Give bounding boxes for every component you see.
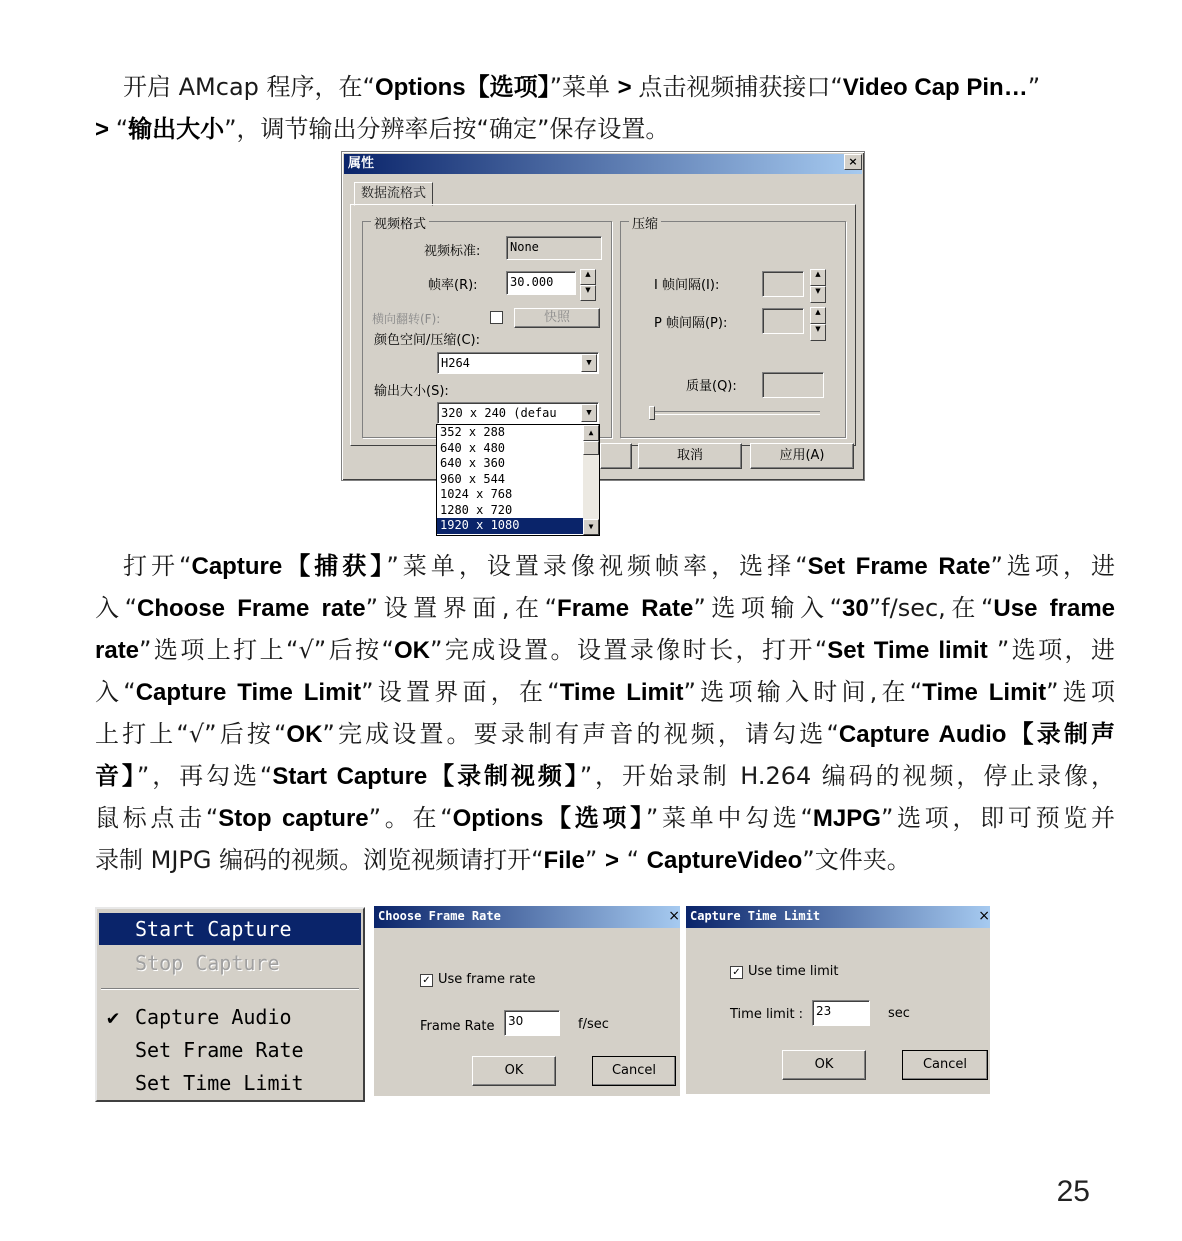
- frame-rate-dialog: [374, 906, 680, 1096]
- frame-rate-spinner[interactable]: [580, 269, 596, 301]
- output-size-options[interactable]: [436, 424, 600, 536]
- menu-item-set-frame-rate[interactable]: Set Frame Rate: [135, 1038, 304, 1062]
- video-standard-label: 视频标准:: [424, 244, 481, 259]
- ok-button[interactable]: OK: [472, 1056, 556, 1086]
- close-icon[interactable]: ×: [668, 908, 680, 924]
- p-frame-spinner[interactable]: [810, 307, 826, 341]
- quality-slider-track[interactable]: [650, 411, 820, 415]
- intro-paragraph: [95, 66, 1115, 150]
- i-frame-spinner[interactable]: [810, 269, 826, 303]
- quality-field[interactable]: [762, 372, 824, 398]
- colorspace-label: 颜色空间/压缩(C):: [374, 333, 480, 348]
- spin-down-icon[interactable]: ▼: [810, 324, 826, 341]
- menu-item-stop-capture[interactable]: Stop Capture: [135, 951, 280, 975]
- spin-up-icon[interactable]: ▲: [580, 269, 596, 285]
- menu-item-label: Capture Audio: [135, 1005, 292, 1029]
- capture-line-3: rate”选项上打上“√”后按“OK”完成设置。设置录像时长，打开“Set Time limit ”选项，进: [95, 636, 1115, 664]
- frame-rate-unit: f/sec: [578, 1017, 609, 1032]
- chevron-down-icon[interactable]: ▼: [581, 354, 597, 372]
- p-frame-label: P 帧间隔(P):: [654, 316, 728, 331]
- menu-item-capture-audio[interactable]: [99, 1001, 361, 1033]
- frame-rate-titlebar: Choose Frame Rate: [374, 906, 680, 928]
- flip-label: 横向翻转(F):: [372, 312, 441, 326]
- apply-button[interactable]: 应用(A): [750, 443, 854, 469]
- cancel-button[interactable]: Cancel: [902, 1050, 988, 1080]
- i-frame-label: I 帧间隔(I):: [654, 278, 720, 293]
- ok-button[interactable]: [600, 443, 632, 469]
- capture-menu: [95, 907, 365, 1102]
- checkmark-icon: ✔: [107, 1005, 120, 1029]
- time-limit-dialog: [686, 906, 990, 1094]
- time-limit-unit: sec: [888, 1006, 910, 1021]
- list-scrollbar[interactable]: [583, 425, 599, 535]
- time-limit-label: Time limit :: [730, 1007, 804, 1022]
- list-item[interactable]: 960 x 544: [440, 471, 506, 486]
- time-limit-titlebar: Capture Time Limit: [686, 906, 990, 928]
- capture-line-7: 鼠标点击“Stop capture”。在“Options【选项】”菜单中勾选“MJPG”选项，即可预览并: [95, 804, 1116, 832]
- scroll-down-icon[interactable]: ▼: [583, 519, 599, 535]
- capture-line-2: 入“Choose Frame rate”设置界面,在“Frame Rate”选项输入“30”f/sec,在“Use frame: [95, 594, 1116, 622]
- capture-line-5: 上打上“√”后按“OK”完成设置。要录制有声音的视频，请勾选“Capture Audio【录制声: [95, 720, 1116, 748]
- frame-rate-field[interactable]: 30.000: [506, 271, 576, 295]
- ok-button[interactable]: OK: [782, 1050, 866, 1080]
- intro-line-1: 开启 AMcap 程序，在“Options【选项】”菜单 > 点击视频捕获接口“Video Cap Pin…”: [123, 73, 1041, 101]
- capture-line-4: 入“Capture Time Limit”设置界面，在“Time Limit”选项输入时间,在“Time Limit”选项: [95, 678, 1116, 706]
- output-size-select[interactable]: 320 x 240 (defau ▼: [437, 402, 599, 424]
- cancel-button[interactable]: Cancel: [592, 1056, 676, 1086]
- p-frame-field[interactable]: [762, 308, 804, 334]
- output-size-label: 输出大小(S):: [374, 384, 449, 399]
- frame-rate-label: 帧率(R):: [428, 278, 478, 293]
- list-item[interactable]: 352 x 288: [440, 425, 506, 439]
- chevron-down-icon[interactable]: ▼: [581, 404, 597, 422]
- video-standard-field[interactable]: None: [506, 236, 602, 260]
- flip-checkbox[interactable]: [490, 311, 503, 324]
- capture-line-8: 录制 MJPG 编码的视频。浏览视频请打开“File” > “ CaptureVideo”文件夹。: [95, 846, 911, 874]
- time-limit-input[interactable]: 23: [812, 1000, 870, 1026]
- close-icon[interactable]: ×: [844, 154, 862, 170]
- cancel-button[interactable]: 取消: [638, 443, 742, 469]
- list-item[interactable]: 640 x 360: [440, 456, 506, 470]
- spin-up-icon[interactable]: ▲: [810, 307, 826, 324]
- tab-stream-format[interactable]: 数据流格式: [354, 182, 433, 206]
- compression-group-title: 压缩: [629, 213, 661, 232]
- close-icon[interactable]: ×: [978, 908, 990, 924]
- use-frame-rate-checkbox[interactable]: ✓: [420, 974, 433, 987]
- intro-line-2: > “输出大小”，调节输出分辨率后按“确定”保存设置。: [95, 115, 670, 143]
- properties-titlebar: 属性: [344, 154, 862, 174]
- capture-paragraph: [95, 545, 1115, 881]
- frame-rate-input[interactable]: 30: [504, 1010, 560, 1036]
- colorspace-select[interactable]: H264 ▼: [437, 352, 599, 374]
- page-number: 25: [1056, 1175, 1090, 1208]
- i-frame-field[interactable]: [762, 271, 804, 297]
- capture-line-1: 打开“Capture【捕获】”菜单，设置录像视频帧率，选择“Set Frame Rate”选项，进: [123, 552, 1115, 580]
- menu-item-set-time-limit[interactable]: Set Time Limit: [135, 1071, 304, 1095]
- quality-label: 质量(Q):: [686, 379, 737, 394]
- scroll-thumb[interactable]: [583, 441, 599, 455]
- spin-down-icon[interactable]: ▼: [810, 286, 826, 303]
- frame-rate-label: Frame Rate: [420, 1019, 495, 1034]
- capture-line-6: 音】”，再勾选“Start Capture【录制视频】”，开始录制 H.264 编码的视频，停止录像，: [95, 762, 1115, 790]
- scroll-up-icon[interactable]: ▲: [583, 425, 599, 441]
- video-format-group-title: 视频格式: [371, 213, 429, 232]
- spin-down-icon[interactable]: ▼: [580, 285, 596, 301]
- spin-up-icon[interactable]: ▲: [810, 269, 826, 286]
- menu-separator: [101, 988, 359, 990]
- use-frame-rate-label: Use frame rate: [438, 972, 536, 987]
- list-item[interactable]: 640 x 480: [440, 440, 506, 455]
- list-item[interactable]: 1024 x 768: [440, 487, 513, 501]
- quality-slider-thumb[interactable]: [649, 406, 655, 420]
- list-item-selected[interactable]: 1920 x 1080: [437, 518, 599, 534]
- properties-dialog: [341, 151, 865, 481]
- use-time-limit-label: Use time limit: [748, 964, 839, 979]
- list-item[interactable]: 1280 x 720: [440, 502, 513, 517]
- menu-item-start-capture[interactable]: Start Capture: [99, 913, 361, 945]
- use-time-limit-checkbox[interactable]: ✓: [730, 966, 743, 979]
- snapshot-button[interactable]: 快照: [514, 308, 600, 328]
